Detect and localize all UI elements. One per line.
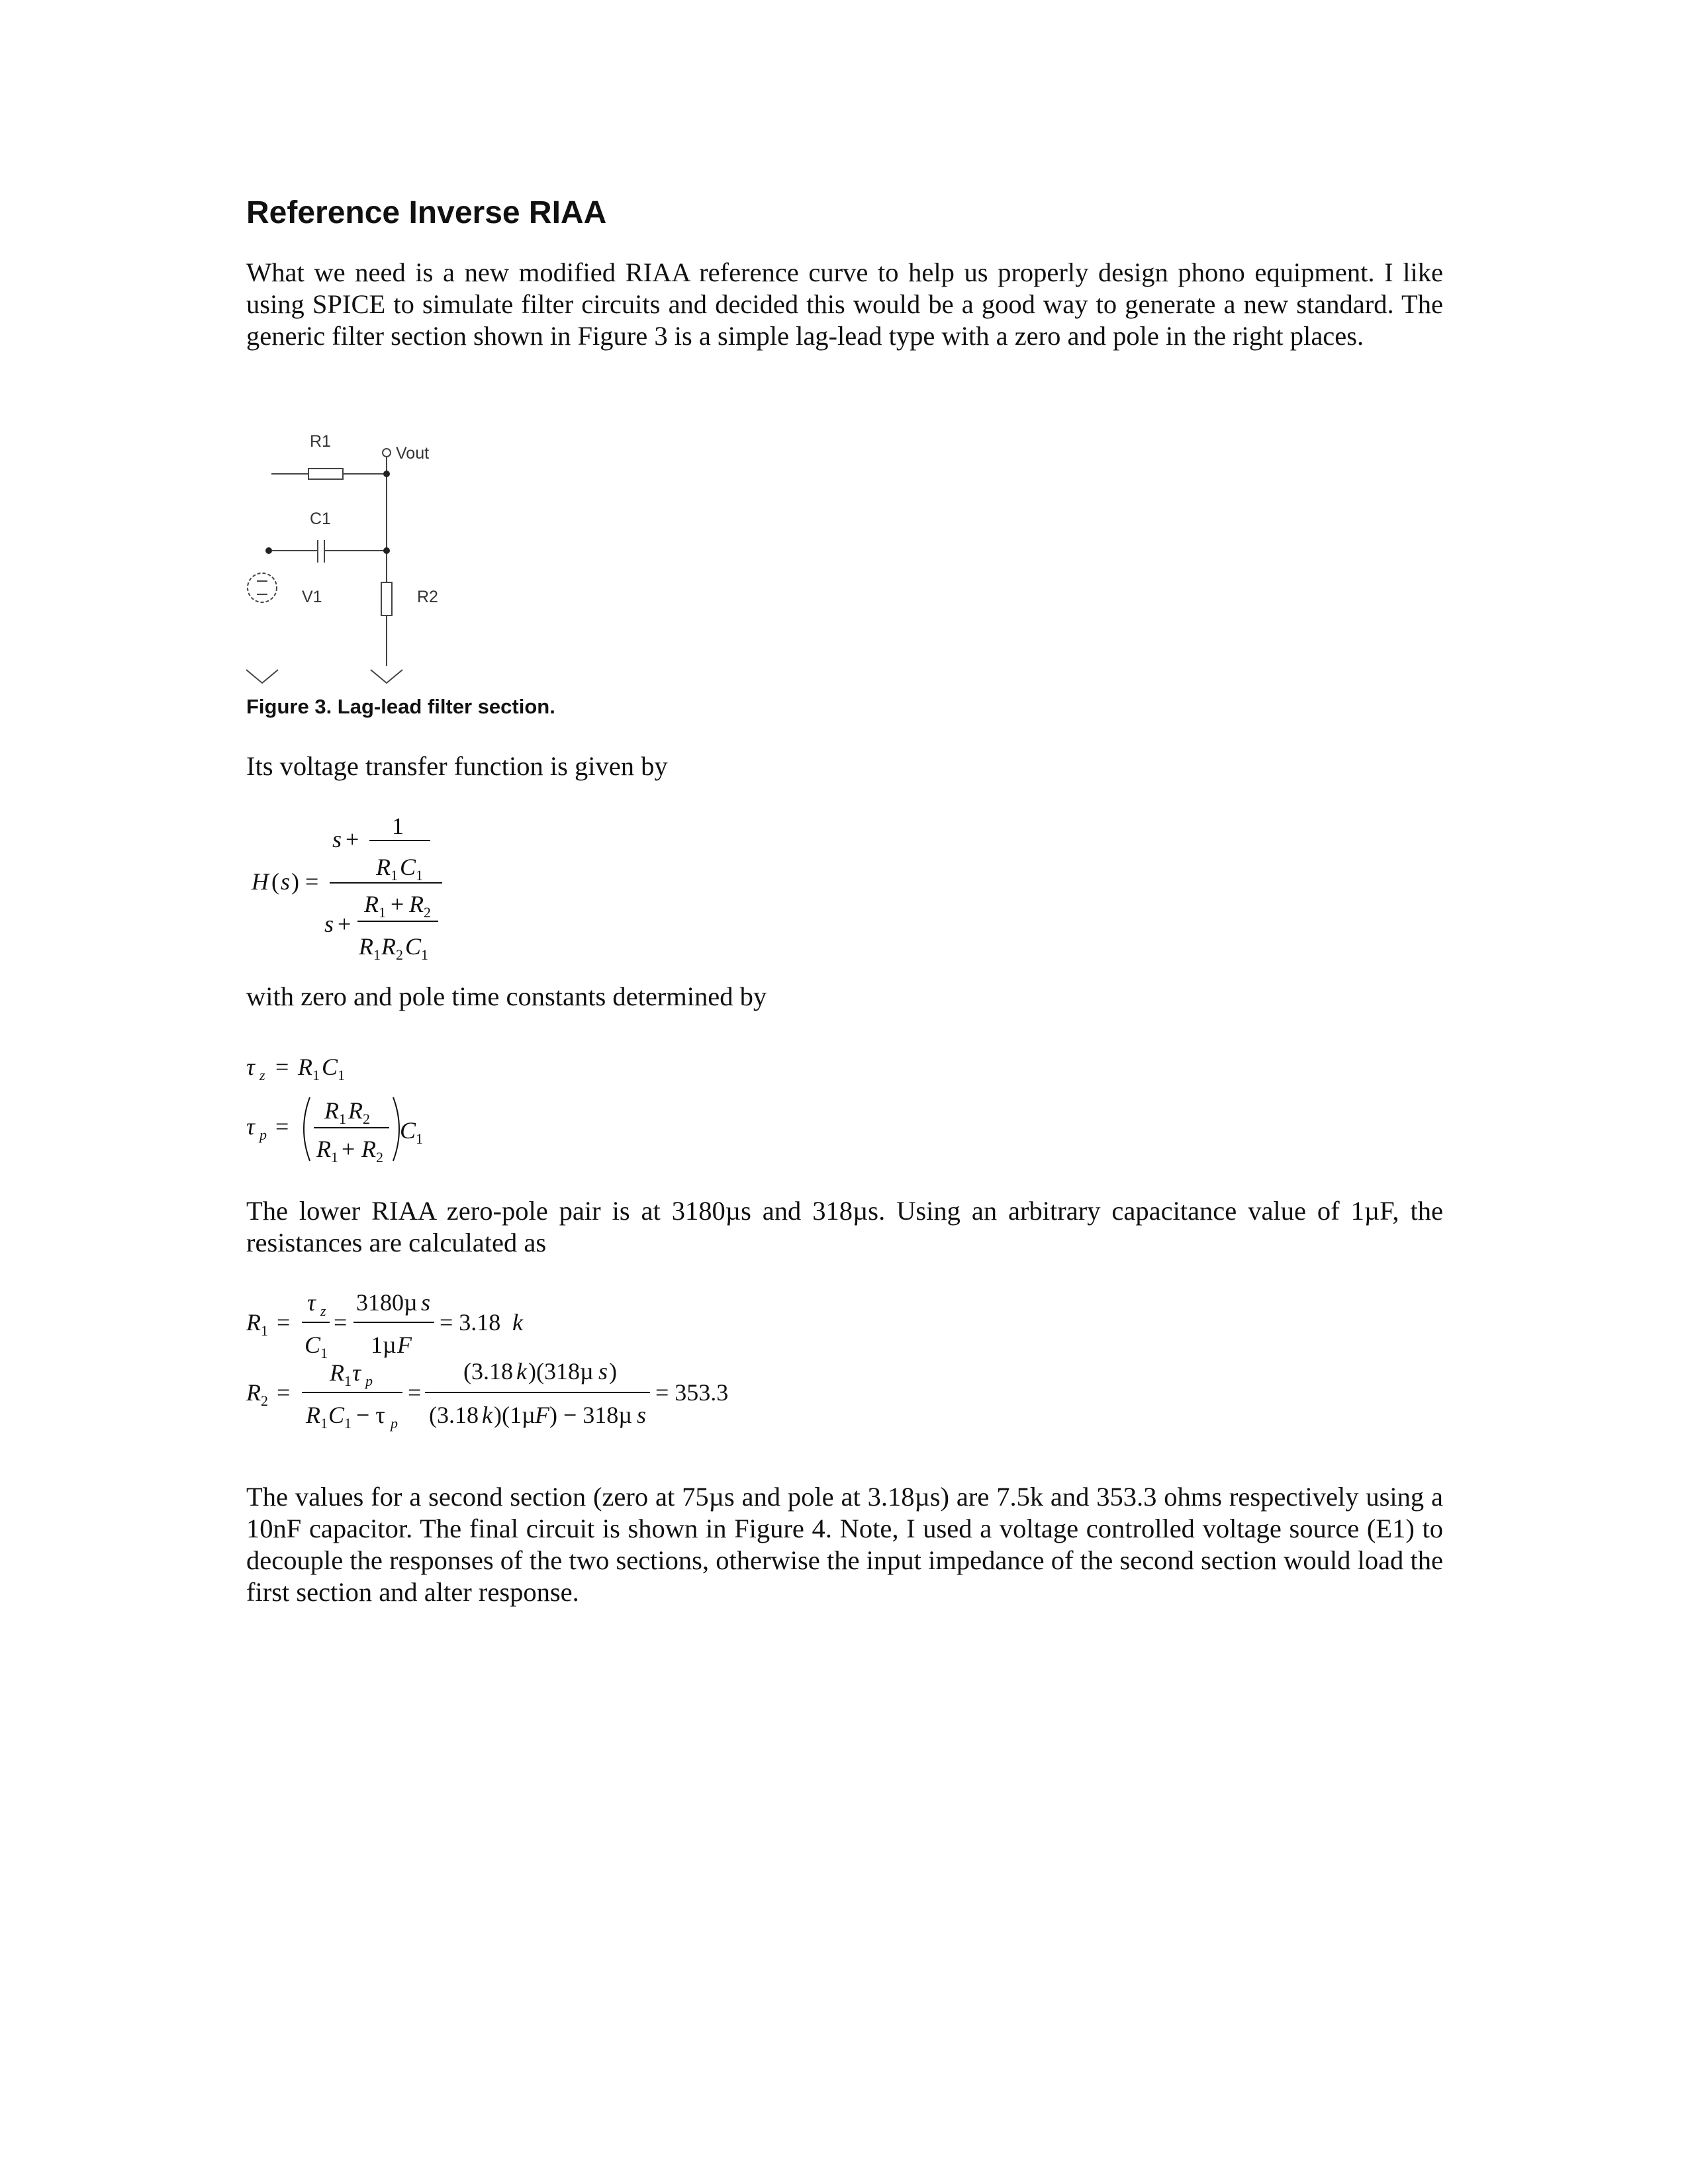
svg-text:3180µ: 3180µ — [356, 1289, 418, 1316]
svg-text:=: = — [275, 1113, 289, 1140]
svg-text:=: = — [275, 1054, 289, 1080]
svg-text:s: s — [598, 1358, 608, 1385]
vout-label: Vout — [396, 444, 430, 463]
svg-text:R: R — [409, 891, 424, 917]
section-title: Reference Inverse RIAA — [246, 195, 607, 230]
svg-text:R: R — [330, 1359, 344, 1386]
svg-text:=: = — [408, 1379, 422, 1406]
svg-text:2: 2 — [424, 904, 431, 921]
svg-text:F: F — [535, 1402, 549, 1428]
equation-h-s — [246, 811, 524, 970]
svg-text:1: 1 — [331, 1149, 338, 1165]
svg-text:1: 1 — [320, 1345, 328, 1361]
svg-text:2: 2 — [376, 1149, 383, 1165]
svg-text:k: k — [512, 1309, 523, 1336]
svg-text:τ: τ — [246, 1113, 255, 1140]
svg-text:1: 1 — [373, 946, 381, 963]
svg-text:s: s — [421, 1289, 431, 1316]
svg-text:2: 2 — [396, 946, 403, 963]
svg-text:p: p — [365, 1373, 373, 1389]
lower-pair-paragraph: The lower RIAA zero-pole pair is at 3180µs and 318µs. Using an arbitrary capacitance value of 1µF, the resistances are calculated as — [246, 1196, 1443, 1257]
v1-label: V1 — [302, 588, 322, 606]
svg-text:1: 1 — [312, 1067, 320, 1083]
svg-text:C: C — [400, 1117, 416, 1144]
svg-text:H: H — [252, 868, 269, 895]
c1-label: C1 — [310, 510, 331, 528]
equation-resistances — [246, 1284, 749, 1443]
svg-text:(: ( — [271, 868, 279, 895]
svg-text:s: s — [324, 911, 334, 937]
svg-text:1: 1 — [392, 813, 404, 839]
svg-text:) =: ) = — [291, 868, 319, 895]
svg-text:1: 1 — [379, 904, 386, 921]
svg-text:+: + — [342, 1136, 355, 1162]
intro-paragraph: What we need is a new modified RIAA reference curve to help us properly design phono equipment. I like using SPICE to simulate filter circuits and decided this would be a good way to generate a new standard. The generic filter section shown in Figure 3 is a simple lag-lead type with a zero and pole in the right places. — [246, 257, 1443, 351]
svg-text:p: p — [259, 1126, 267, 1143]
svg-text:1: 1 — [320, 1415, 328, 1432]
svg-text:R: R — [324, 1097, 339, 1124]
svg-text:)(318µ: )(318µ — [528, 1358, 594, 1385]
svg-text:): ) — [609, 1358, 617, 1385]
svg-text:F: F — [397, 1332, 412, 1358]
svg-text:τ: τ — [246, 1054, 255, 1080]
svg-text:+: + — [338, 911, 352, 937]
svg-text:=: = — [277, 1309, 291, 1336]
svg-text:R: R — [316, 1136, 331, 1162]
time-constants-paragraph: with zero and pole time constants determined by — [246, 981, 767, 1011]
svg-text:C: C — [322, 1054, 338, 1080]
svg-text:1µ: 1µ — [371, 1332, 397, 1358]
svg-text:+: + — [391, 891, 404, 917]
svg-text:(3.18: (3.18 — [463, 1358, 513, 1385]
svg-text:C: C — [400, 854, 416, 880]
svg-text:1: 1 — [391, 867, 398, 884]
svg-text:R: R — [246, 1309, 261, 1336]
svg-text:− τ: − τ — [356, 1402, 385, 1428]
svg-text:τ: τ — [352, 1359, 361, 1386]
equation-tau — [246, 1044, 471, 1177]
svg-text:)(1µ: )(1µ — [494, 1402, 536, 1428]
svg-text:s: s — [281, 868, 291, 895]
svg-text:=: = — [277, 1379, 291, 1406]
svg-text:1: 1 — [338, 1067, 345, 1083]
svg-text:(3.18: (3.18 — [429, 1402, 479, 1428]
svg-text:1: 1 — [344, 1373, 352, 1389]
r2-label: R2 — [417, 588, 438, 606]
svg-text:R: R — [348, 1097, 363, 1124]
svg-text:k: k — [516, 1358, 527, 1385]
svg-text:2: 2 — [261, 1392, 268, 1409]
second-section-paragraph: The values for a second section (zero at 75µs and pole at 3.18µs) are 7.5k and 353.3 ohms respectively using a 10nF capacitor. The final circuit is shown in Figure 4. Note, I used a voltage controlled voltage source (E1) to decouple the responses of the two sections, otherwise the input impedance of the second section would load the first section and alter response. — [246, 1482, 1443, 1607]
svg-text:1: 1 — [344, 1415, 352, 1432]
svg-text:+: + — [346, 826, 359, 852]
svg-text:R: R — [298, 1054, 312, 1080]
r1-label: R1 — [310, 432, 331, 451]
svg-text:1: 1 — [416, 867, 423, 884]
transfer-paragraph: Its voltage transfer function is given by — [246, 751, 668, 781]
svg-text:1: 1 — [261, 1322, 268, 1339]
svg-text:R: R — [364, 891, 379, 917]
figure-3-schematic — [238, 417, 477, 695]
svg-text:1: 1 — [421, 946, 428, 963]
svg-text:=: = — [334, 1309, 348, 1336]
svg-text:R: R — [361, 1136, 376, 1162]
svg-text:R: R — [306, 1402, 320, 1428]
svg-text:1: 1 — [339, 1111, 346, 1127]
page — [246, 192, 1443, 352]
svg-text:R: R — [381, 933, 396, 960]
svg-text:C: C — [305, 1332, 321, 1358]
svg-text:z: z — [320, 1302, 326, 1319]
svg-text:= 353.3: = 353.3 — [655, 1379, 729, 1406]
svg-text:2: 2 — [363, 1111, 370, 1127]
svg-text:s: s — [332, 826, 342, 852]
svg-text:R: R — [359, 933, 373, 960]
svg-text:τ: τ — [307, 1289, 316, 1316]
svg-text:) − 318µ: ) − 318µ — [549, 1402, 633, 1428]
svg-text:s: s — [637, 1402, 647, 1428]
svg-text:k: k — [482, 1402, 492, 1428]
figure-caption: Figure 3. Lag-lead filter section. — [246, 695, 555, 718]
svg-text:C: C — [328, 1402, 345, 1428]
svg-text:R: R — [246, 1379, 261, 1406]
svg-text:R: R — [376, 854, 391, 880]
svg-text:C: C — [405, 933, 422, 960]
svg-text:z: z — [259, 1067, 265, 1083]
svg-text:= 3.18: = 3.18 — [440, 1309, 501, 1336]
svg-text:1: 1 — [416, 1130, 423, 1147]
svg-text:p: p — [391, 1415, 398, 1432]
